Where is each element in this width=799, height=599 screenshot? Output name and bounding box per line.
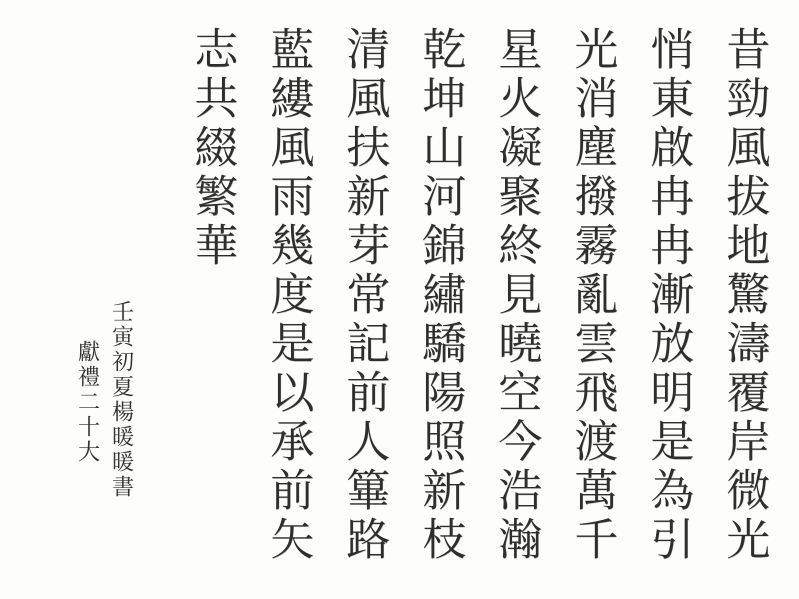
poem-column [325,26,401,565]
dedication-text: 獻禮二十大 [74,340,100,465]
poem-column-text: 志共綴繁華 [186,26,238,271]
poem-column-text: 清風扶新芽常記前人篳路 [338,26,390,565]
poem-column [401,26,477,565]
poem-column [705,26,781,565]
poem-column [553,26,629,565]
signature-text: 壬寅初夏楊暖暖書 [108,300,134,500]
poem-column-text: 光消塵撥霧亂雲飛渡萬千 [566,26,618,565]
poem-column [629,26,705,565]
poem-column-text: 昔勁風拔地驚濤覆岸微光 [718,26,770,565]
signature-column [104,300,138,500]
poem-column-text: 星火凝聚終見曉空今浩瀚 [490,26,542,565]
signature-block [70,300,138,500]
poem-column-text: 乾坤山河錦繡驕陽照新枝 [414,26,466,565]
poem-column [249,26,325,565]
poem-column [173,26,249,271]
signature-column [70,340,104,465]
poem-column [477,26,553,565]
poem-column-text: 悄東啟冉冉漸放明是為引 [642,26,694,565]
poem-column-text: 藍縷風雨幾度是以承前矢 [262,26,314,565]
